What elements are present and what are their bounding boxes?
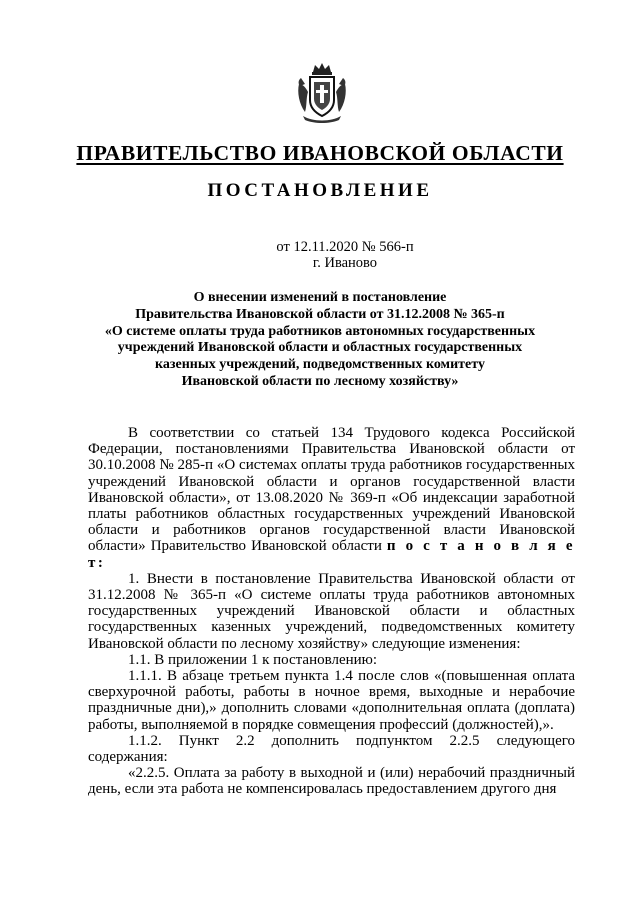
date-number: от 12.11.2020 № 566-п xyxy=(276,239,414,255)
document-subject xyxy=(90,290,550,391)
subject-line: О внесении изменений в постановление xyxy=(193,290,447,305)
document-body xyxy=(88,425,575,798)
paragraph-2-2-5: «2.2.5. Оплата за работу в выходной и (или) нерабочий праздничный день, если эта работа не компенсировалась предоставлением другого дня xyxy=(88,765,575,798)
paragraph-1-1: 1.1. В приложении 1 к постановлению: xyxy=(128,651,378,668)
preamble-text: В соответствии со статьей 134 Трудового кодекса Российской Федерации, постановлениями Правительства Ивановской области от 30.10.2008 № 285-п «О системах оплаты труда работников государственных учреждений Ивановской области и органов государственной власти Ивановской области», от 13.08.2020 № 369-п «Об индексации заработной платы работников областных государственных учреждений Ивановской области и работников органов государственной власти Ивановской области» Правительство Ивановской области xyxy=(88,425,575,555)
decree-word: п о с т а н о в л я е т: xyxy=(88,538,575,571)
preamble-paragraph xyxy=(88,425,575,571)
paragraph-1-1-2: 1.1.2. Пункт 2.2 дополнить подпунктом 2.2.5 следующего содержания: xyxy=(88,732,575,766)
organization-title: ПРАВИТЕЛЬСТВО ИВАНОВСКОЙ ОБЛАСТИ xyxy=(76,141,564,165)
subject-line: Ивановской области по лесному хозяйству» xyxy=(181,373,459,389)
subject-line: учреждений Ивановской области и областных государственных xyxy=(117,340,523,356)
document-type: ПОСТАНОВЛЕНИЕ xyxy=(207,180,433,201)
subject-line: «О системе оплаты труда работников автономных государственных xyxy=(104,323,536,339)
document-meta xyxy=(0,239,640,271)
city: г. Иваново xyxy=(312,255,378,271)
paragraph-1: 1. Внести в постановление Правительства Ивановской области от 31.12.2008 № 365-п «О системе оплаты труда работников автономных государственных учреждений Ивановской области и областных государственных казенных учреждений, подведомственных комитету Ивановской области по лесному хозяйству» следующие изменения: xyxy=(88,570,575,652)
paragraph-1-1-1: 1.1.1. В абзаце третьем пункта 1.4 после слов «(повышенная оплата сверхурочной работы, работы в ночное время, выходные и нерабочие праздничные дни),» дополнить словами «дополнительная оплата (доплата) работы, выполняемой в порядке совмещения профессий (должностей),». xyxy=(88,668,575,733)
subject-line: казенных учреждений, подведомственных комитету xyxy=(155,357,485,373)
subject-line: Правительства Ивановской области от 31.12.2008 № 365-п xyxy=(135,306,505,322)
coat-of-arms-emblem xyxy=(295,62,349,124)
